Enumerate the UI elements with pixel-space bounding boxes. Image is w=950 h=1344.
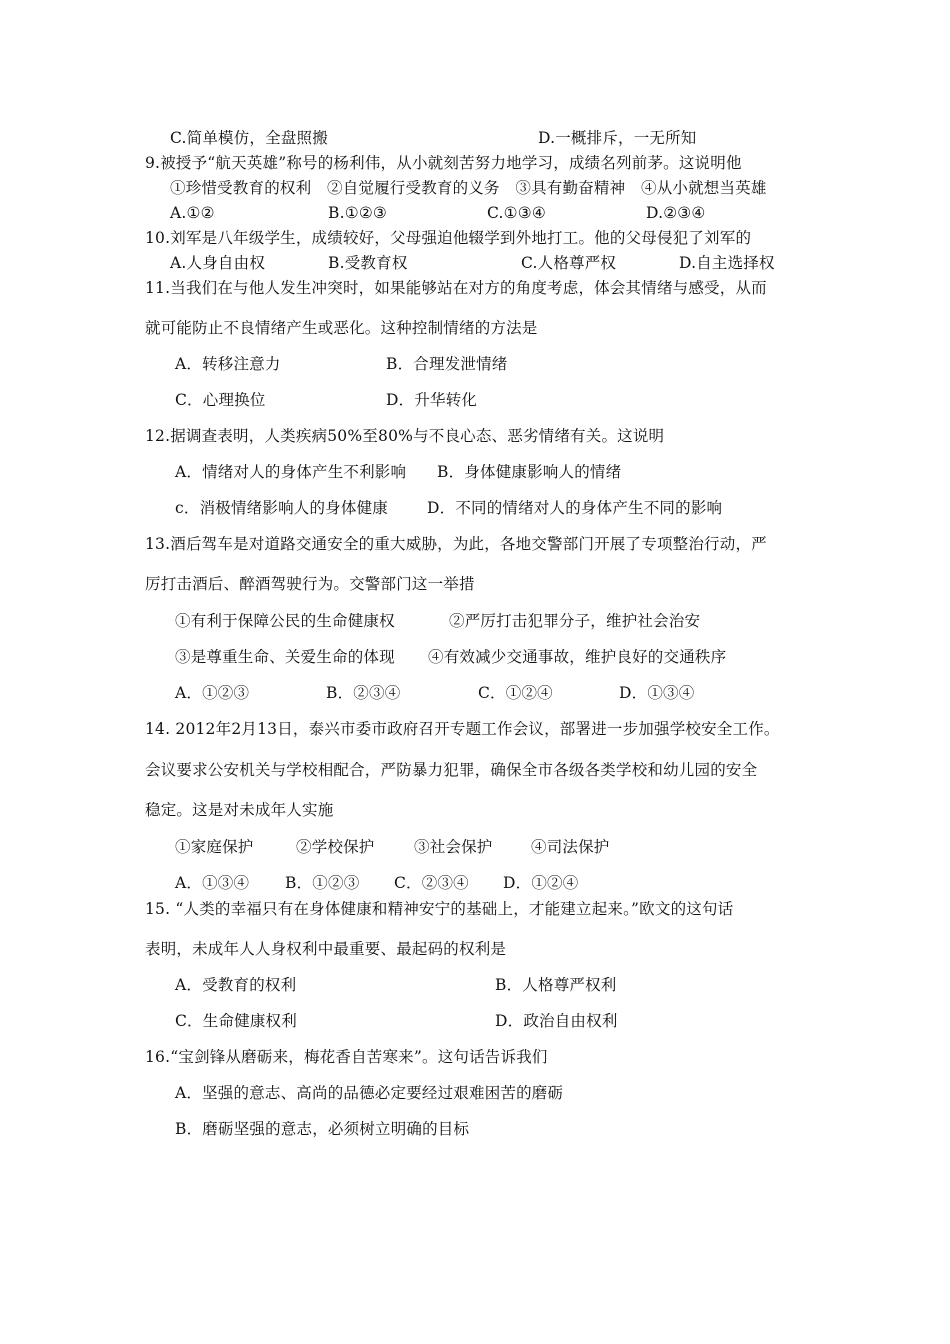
q10-option-a: A.人身自由权 bbox=[170, 254, 266, 272]
q14-stem-line-3: 稳定。这是对未成年人实施 bbox=[145, 801, 334, 819]
q9-option-c: C.①③④ bbox=[487, 204, 546, 222]
q9-stem: 9.被授予“航天英雄”称号的杨利伟，从小就刻苦努力地学习，成绩名列前茅。这说明他 bbox=[145, 154, 742, 172]
q12-stem: 12.据调查表明，人类疾病50%至80%与不良心态、恶劣情绪有关。这说明 bbox=[145, 427, 665, 445]
q11-option-c: C．心理换位 bbox=[175, 391, 266, 409]
q8-option-d: D.一概排斥，一无所知 bbox=[538, 129, 697, 147]
q14-item-4: ④司法保护 bbox=[531, 838, 610, 856]
q13-option-a: A．①②③ bbox=[175, 684, 250, 702]
q13-item-1: ①有利于保障公民的生命健康权 bbox=[175, 612, 395, 630]
q14-item-3: ③社会保护 bbox=[414, 838, 493, 856]
q10-option-c: C.人格尊严权 bbox=[521, 254, 617, 272]
q14-stem-line-2: 会议要求公安机关与学校相配合，严防暴力犯罪，确保全市各级各类学校和幼儿园的安全 bbox=[145, 761, 758, 779]
q15-stem-line-2: 表明，未成年人人身权利中最重要、最起码的权利是 bbox=[145, 940, 507, 958]
q13-option-b: B．②③④ bbox=[326, 684, 401, 702]
q15-option-b: B．人格尊严权利 bbox=[495, 976, 617, 994]
q14-item-2: ②学校保护 bbox=[296, 838, 375, 856]
q13-stem-line-1: 13.酒后驾车是对道路交通安全的重大威胁，为此，各地交警部门开展了专项整治行动，严 bbox=[145, 535, 767, 553]
q15-option-d: D．政治自由权利 bbox=[495, 1012, 618, 1030]
q14-option-a: A．①③④ bbox=[175, 874, 250, 892]
q14-stem-line-1: 14. 2012年2月13日，泰兴市委市政府召开专题工作会议，部署进一步加强学校安全工作。 bbox=[145, 720, 780, 738]
q12-option-c: c．消极情绪影响人的身体健康 bbox=[175, 499, 388, 517]
q16-option-a: A．坚强的意志、高尚的品德必定要经过艰难困苦的磨砺 bbox=[175, 1084, 564, 1102]
q10-stem: 10.刘军是八年级学生，成绩较好，父母强迫他辍学到外地打工。他的父母侵犯了刘军的 bbox=[145, 229, 752, 247]
q14-option-c: C．②③④ bbox=[394, 874, 469, 892]
q14-option-b: B．①②③ bbox=[285, 874, 360, 892]
q11-option-d: D．升华转化 bbox=[386, 391, 478, 409]
q13-item-3: ③是尊重生命、关爱生命的体现 bbox=[175, 648, 395, 666]
q10-option-b: B.受教育权 bbox=[328, 254, 408, 272]
q10-option-d: D.自主选择权 bbox=[679, 254, 775, 272]
q11-stem-line-1: 11.当我们在与他人发生冲突时，如果能够站在对方的角度考虑，体会其情绪与感受，从而 bbox=[145, 279, 767, 297]
q13-option-d: D．①③④ bbox=[619, 684, 695, 702]
q13-item-4: ④有效减少交通事故，维护良好的交通秩序 bbox=[428, 648, 727, 666]
q9-option-a: A.①② bbox=[170, 204, 215, 222]
q9-option-d: D.②③④ bbox=[646, 204, 706, 222]
q16-option-b: B．磨砺坚强的意志，必须树立明确的目标 bbox=[175, 1120, 470, 1138]
q12-option-a: A．情绪对人的身体产生不利影响 bbox=[175, 463, 407, 481]
q8-option-c: C.简单模仿，全盘照搬 bbox=[170, 129, 328, 147]
q13-item-2: ②严厉打击犯罪分子，维护社会治安 bbox=[449, 612, 701, 630]
q12-option-d: D．不同的情绪对人的身体产生不同的影响 bbox=[427, 499, 723, 517]
q9-option-b: B.①②③ bbox=[328, 204, 388, 222]
q11-option-a: A．转移注意力 bbox=[175, 355, 281, 373]
q14-option-d: D．①②④ bbox=[503, 874, 579, 892]
q12-option-b: B．身体健康影响人的情绪 bbox=[437, 463, 622, 481]
q15-stem-line-1: 15. “人类的幸福只有在身体健康和精神安宁的基础上，才能建立起来。”欧文的这句话 bbox=[145, 900, 734, 918]
q11-option-b: B．合理发泄情绪 bbox=[386, 355, 508, 373]
q9-items: ①珍惜受教育的权利 ②自觉履行受教育的义务 ③具有勤奋精神 ④从小就想当英雄 bbox=[170, 179, 767, 197]
q11-stem-line-2: 就可能防止不良情绪产生或恶化。这种控制情绪的方法是 bbox=[145, 319, 538, 337]
q14-item-1: ①家庭保护 bbox=[175, 838, 254, 856]
q15-option-c: C．生命健康权利 bbox=[175, 1012, 297, 1030]
q16-stem: 16.“宝剑锋从磨砺来，梅花香自苦寒来”。这句话告诉我们 bbox=[145, 1048, 548, 1066]
q13-stem-line-2: 厉打击酒后、醉酒驾驶行为。交警部门这一举措 bbox=[145, 575, 475, 593]
q13-option-c: C．①②④ bbox=[478, 684, 553, 702]
q15-option-a: A．受教育的权利 bbox=[175, 976, 297, 994]
